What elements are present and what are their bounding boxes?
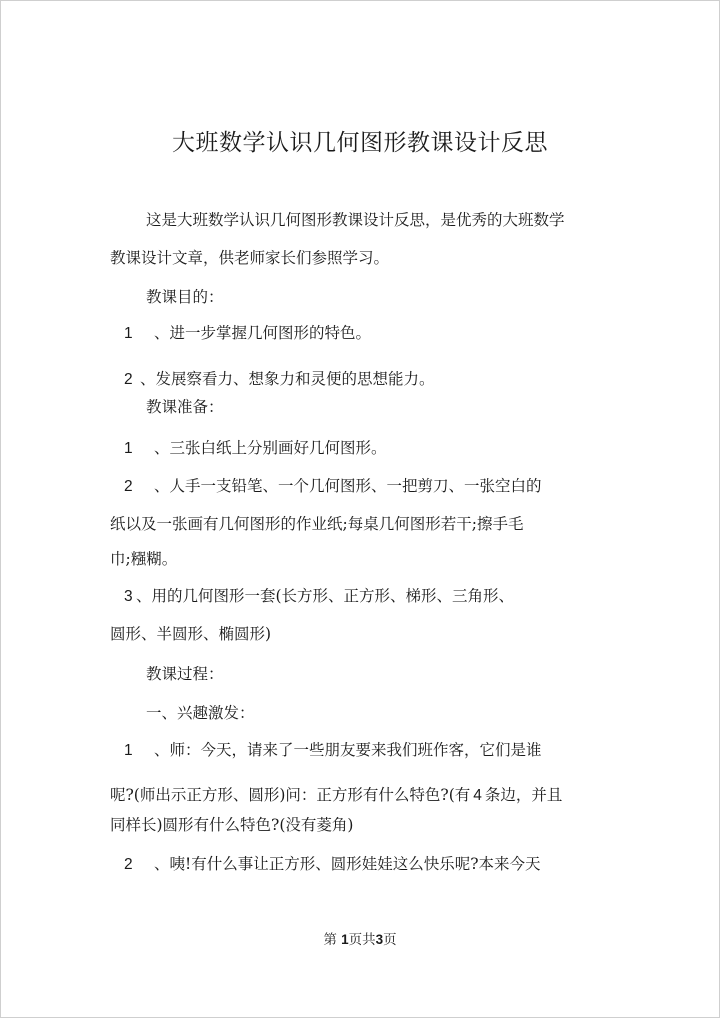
- step1-heading: 一、兴趣激发：: [146, 704, 255, 722]
- prep-item-1-text: 、三张白纸上分别画好几何图形。: [154, 439, 387, 457]
- prep-item-3-line-2: 圆形、半圆形、椭圆形): [110, 625, 272, 643]
- goal-item-2: [124, 369, 435, 390]
- process-item-2: [124, 854, 541, 875]
- process-item-1-line-2b: 条边，并且: [484, 786, 563, 804]
- process-heading: 教课过程：: [146, 665, 224, 683]
- process-item-1-line-3: 同样长)圆形有什么特色?(没有菱角): [110, 816, 354, 834]
- process-item-1: [124, 740, 542, 761]
- intro-line-2: 教课设计文章，供老师家长们参照学习。: [110, 249, 390, 267]
- goal-item-1-text: 、进一步掌握几何图形的特色。: [154, 324, 372, 342]
- prep-item-2-number: 2: [124, 478, 133, 495]
- prep-item-2-line-3: 巾;糨糊。: [110, 550, 178, 568]
- prep-item-3-text: 、用的几何图形一套(长方形、正方形、梯形、三角形、: [136, 587, 515, 605]
- prep-item-3: [124, 586, 514, 607]
- prep-item-3-number: 3: [124, 588, 133, 605]
- document-title: 大班数学认识几何图形教课设计反思: [172, 130, 548, 156]
- process-item-1-text: 、师：今天，请来了一些朋友要来我们班作客，它们是谁: [154, 741, 542, 759]
- process-item-2-text: 、咦!有什么事让正方形、圆形娃娃这么快乐呢?本来今天: [154, 855, 541, 873]
- process-item-1-number: 1: [124, 742, 133, 759]
- footer-suffix: 页: [383, 932, 397, 948]
- page-footer: [0, 928, 720, 948]
- process-item-1-line-2-number: 4: [473, 787, 482, 804]
- intro-line-1: 这是大班数学认识几何图形教课设计反思，是优秀的大班数学: [146, 211, 565, 229]
- prep-item-1-number: 1: [124, 440, 133, 457]
- goal-item-1-number: 1: [124, 325, 133, 342]
- process-item-1-line-2: [110, 785, 562, 806]
- goal-item-2-text: 、发展察看力、想象力和灵便的思想能力。: [140, 370, 435, 388]
- prep-item-1: [124, 438, 387, 459]
- goal-item-2-number: 2: [124, 371, 133, 388]
- process-item-2-number: 2: [124, 856, 133, 873]
- footer-middle: 页共: [348, 932, 376, 948]
- prep-heading: 教课准备：: [146, 398, 224, 416]
- footer-prefix: 第: [323, 932, 337, 948]
- prep-item-2-line-2: 纸以及一张画有几何图形的作业纸;每桌几何图形若干;擦手毛: [110, 515, 524, 533]
- footer-page-number: 1: [341, 932, 349, 947]
- goals-heading: 教课目的：: [146, 288, 224, 306]
- footer-total-pages: 3: [375, 932, 384, 947]
- prep-item-2-text: 、人手一支铅笔、一个几何图形、一把剪刀、一张空白的: [154, 477, 542, 495]
- prep-item-2: [124, 476, 542, 497]
- goal-item-1: [124, 323, 371, 344]
- process-item-1-line-2a: 呢?(师出示正方形、圆形)问：正方形有什么特色?(有: [110, 786, 471, 804]
